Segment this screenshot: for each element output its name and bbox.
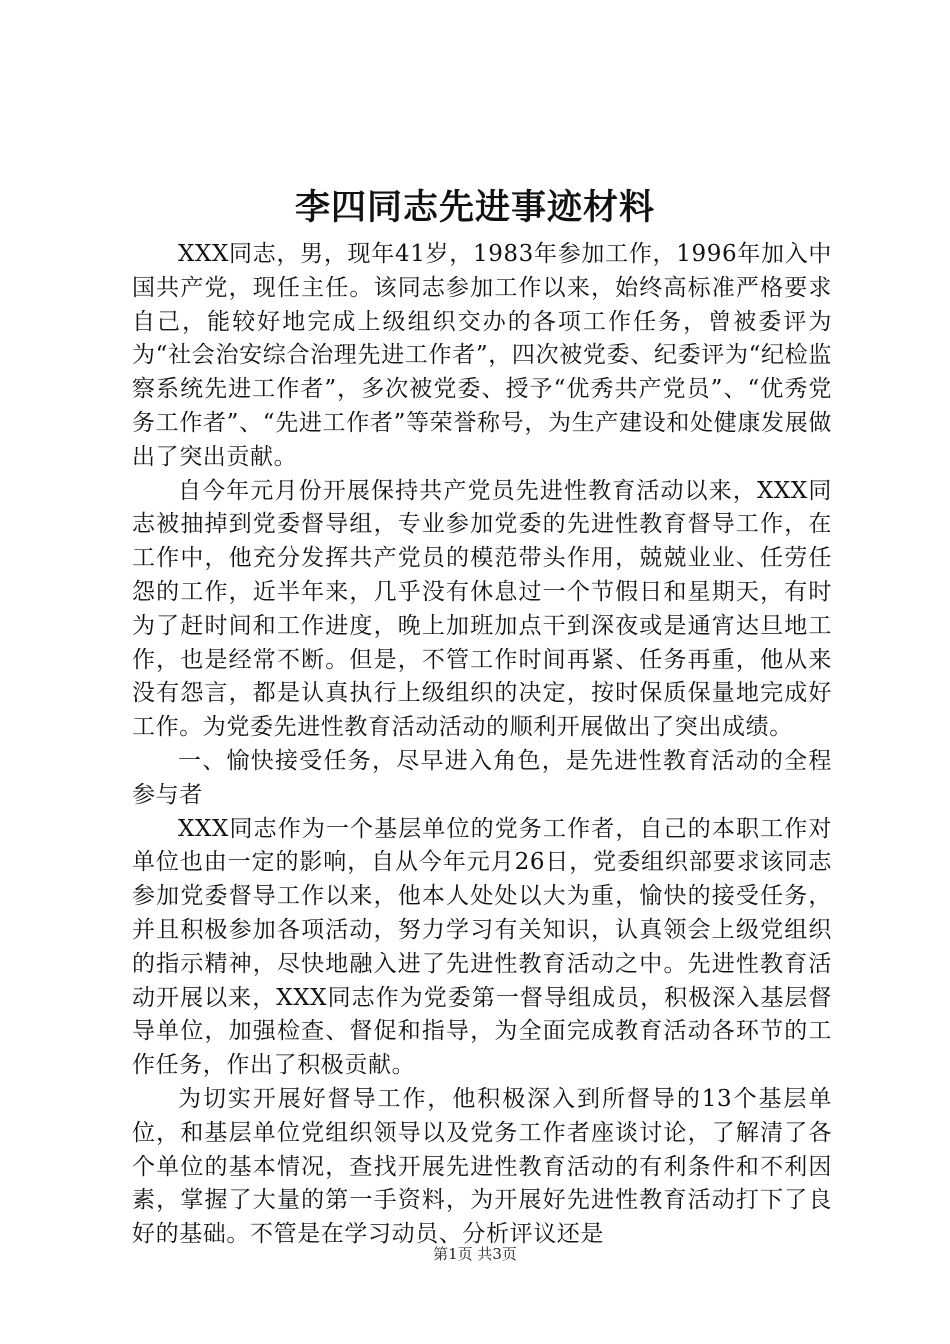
paragraph-supervision-work: 自今年元月份开展保持共产党员先进性教育活动以来，XXX同志被抽掉到党委督导组，专业参加党委的先进性教育督导工作，在工作中，他充分发挥共产党员的模范带头作用，兢兢业业、任劳任怨的工作，近半年来，几乎没有休息过一个节假日和星期天，有时为了赶时间和工作进度，晚上加班加点干到深夜或是通宵达旦地工作，也是经常不断。但是，不管工作时间再紧、任务再重，他从来没有怨言，都是认真执行上级组织的决定，按时保质保量地完成好工作。为党委先进性教育活动活动的顺利开展做出了突出成绩。	[132, 477, 832, 741]
page-number-footer: 第1页 共3页	[433, 1245, 517, 1263]
paragraph-grassroots-units: 为切实开展好督导工作，他积极深入到所督导的13个基层单位，和基层单位党组织领导以及党务工作者座谈讨论，了解清了各个单位的基本情况，查找开展先进性教育活动的有利条件和不利因素，掌握了大量的第一手资料，为开展好先进性教育活动打下了良好的基础。不管是在学习动员、分析评议还是	[132, 1085, 832, 1248]
document-body	[132, 238, 832, 1252]
paragraph-task-acceptance: XXX同志作为一个基层单位的党务工作者，自己的本职工作对单位也由一定的影响，自从今年元月26日，党委组织部要求该同志参加党委督导工作以来，他本人处处以大为重，愉快的接受任务，并且积极参加各项活动，努力学习有关知识，认真领会上级党组织的指示精神，尽快地融入进了先进性教育活动之中。先进性教育活动开展以来，XXX同志作为党委第一督导组成员，积极深入基层督导单位，加强检查、督促和指导，为全面完成教育活动各环节的工作任务，作出了积极贡献。	[132, 815, 832, 1079]
document-title: 李四同志先进事迹材料	[294, 187, 655, 228]
section-heading-1: 一、愉快接受任务，尽早进入角色，是先进性教育活动的全程参与者	[132, 747, 832, 808]
paragraph-intro: XXX同志，男，现年41岁，1983年参加工作，1996年加入中国共产党，现任主任。该同志参加工作以来，始终高标准严格要求自己，能较好地完成上级组织交办的各项工作任务，曾被委评为为“社会治安综合治理先进工作者”，四次被党委、纪委评为“纪检监察系统先进工作者”，多次被党委、授予“优秀共产党员”、“优秀党务工作者”、“先进工作者”等荣誉称号，为生产建设和处健康发展做出了突出贡献。	[132, 241, 832, 470]
